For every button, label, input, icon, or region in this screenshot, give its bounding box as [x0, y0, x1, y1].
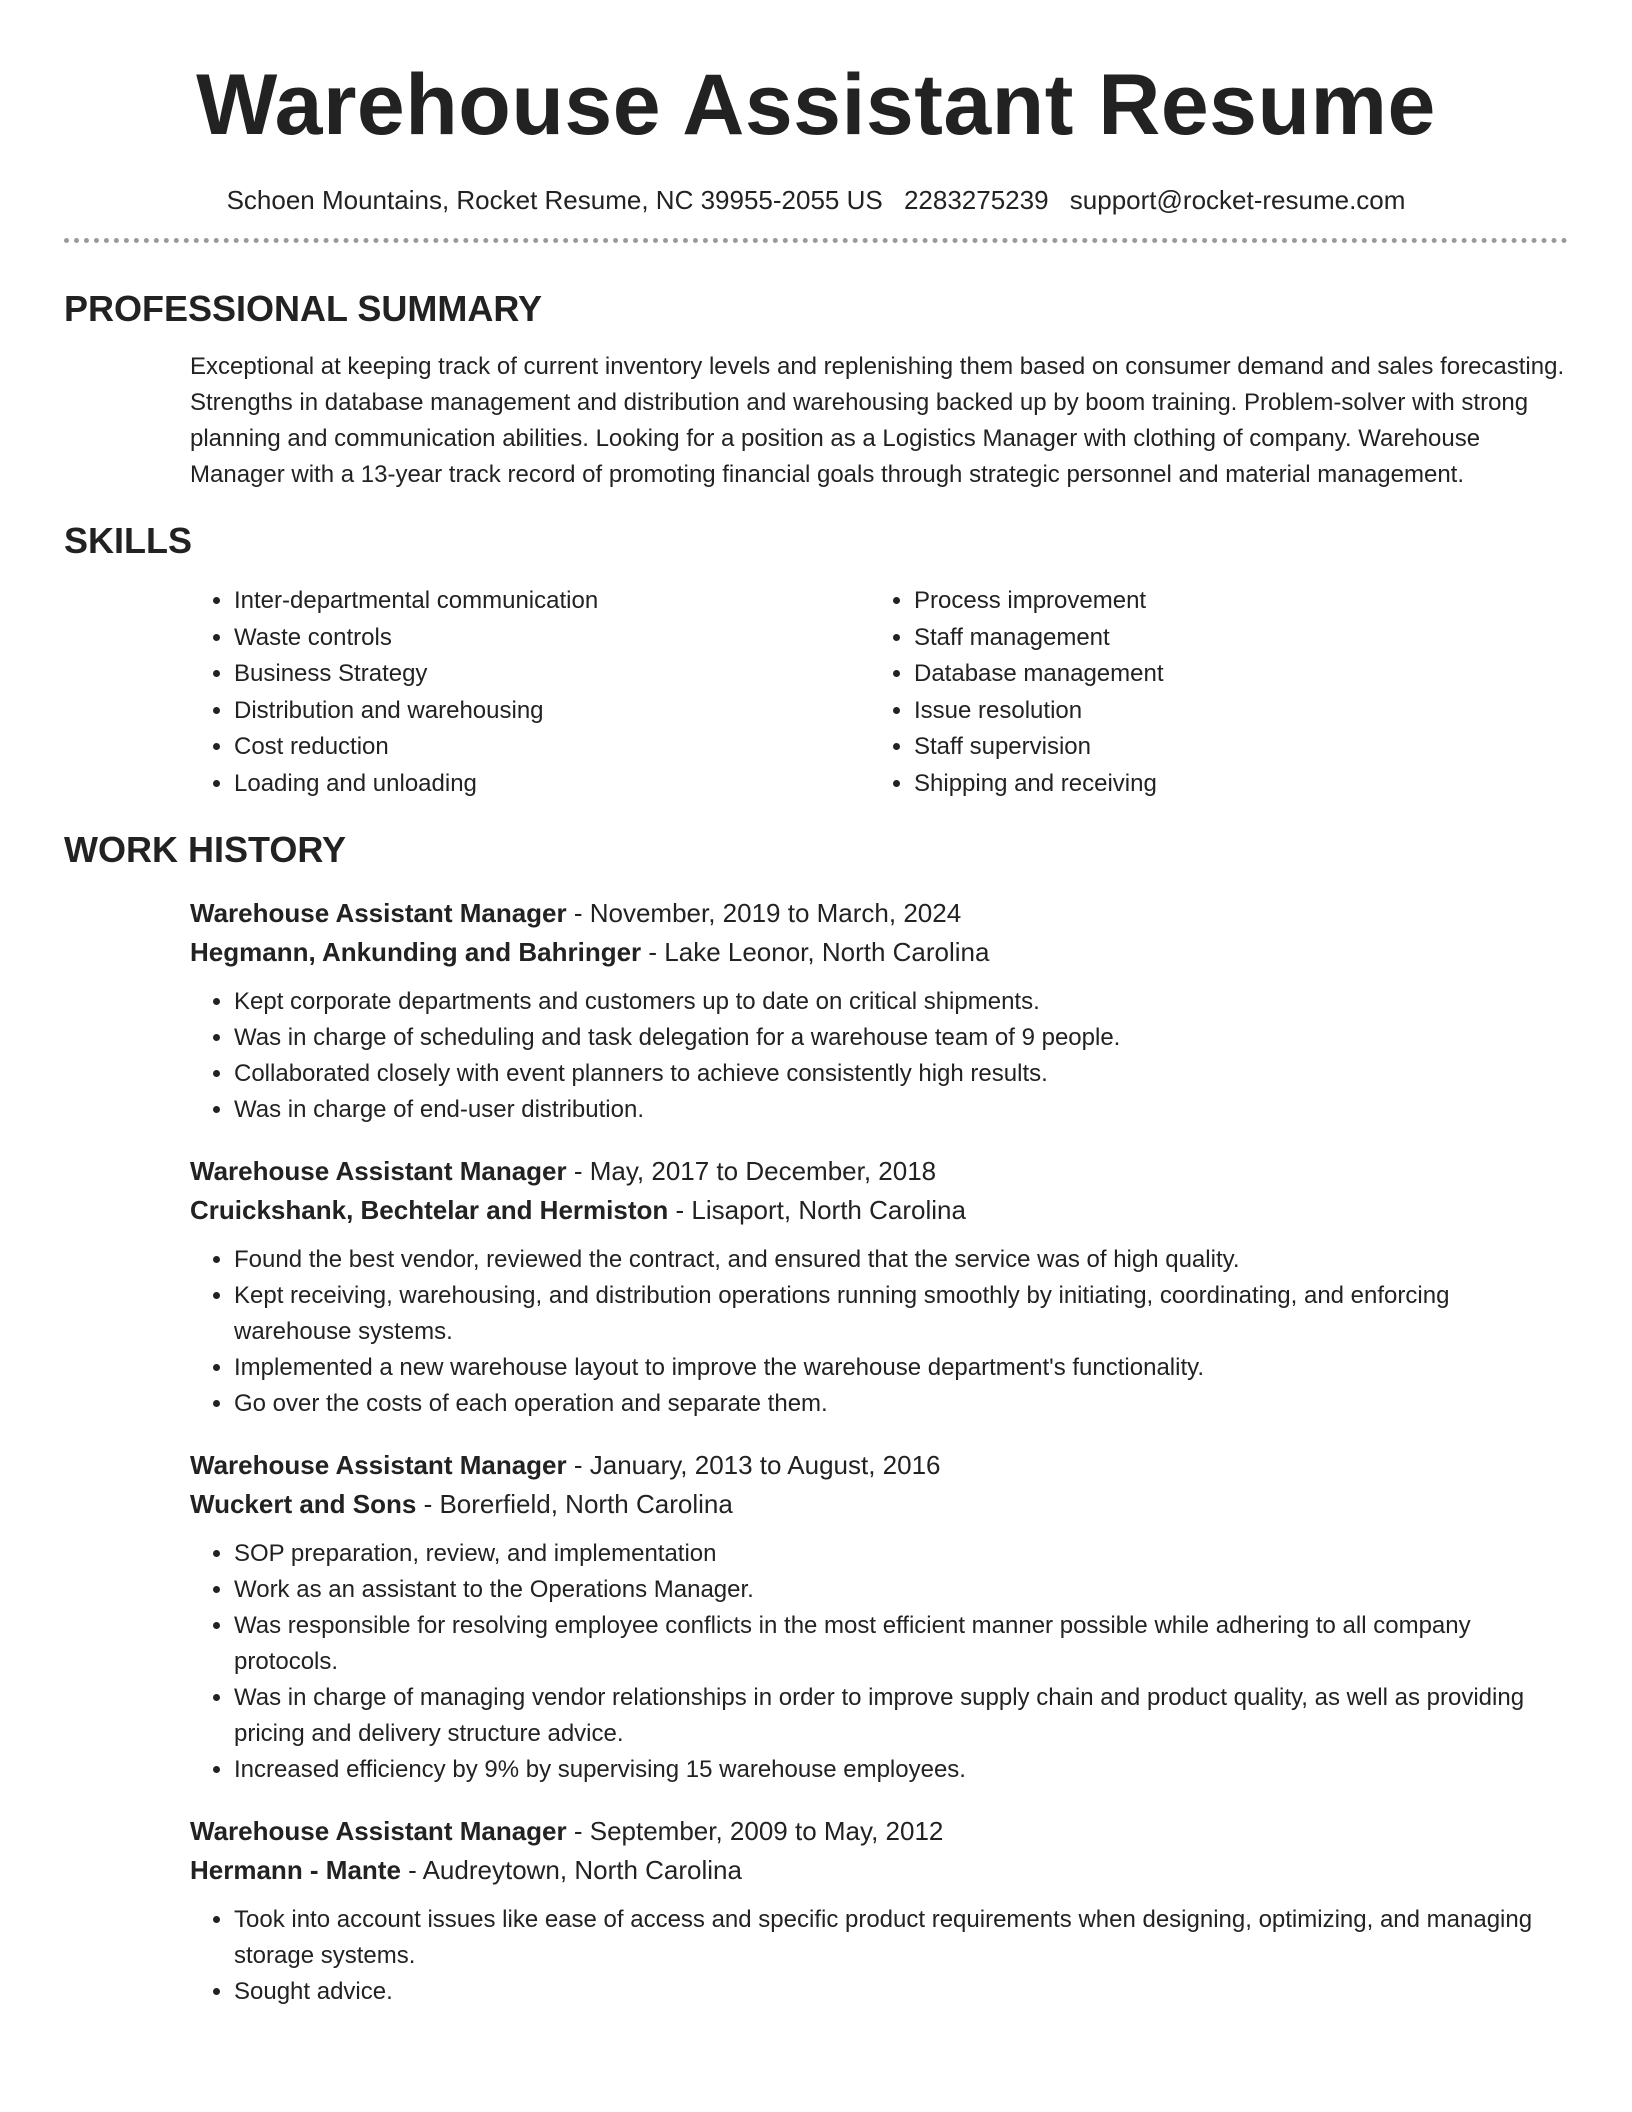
job-bullet: • Was in charge of managing vendor relationships in order to improve supply chain and product quality, as well as providing pricing and delivery structure advice.: [234, 1680, 1568, 1752]
job-bullet: • Kept corporate departments and customers up to date on critical shipments.: [234, 984, 1568, 1020]
job-bullets: [190, 1242, 1568, 1422]
contact-email: support@rocket-resume.com: [1069, 185, 1406, 215]
skills-list: [190, 583, 1568, 802]
resume-title: Warehouse Assistant Resume: [196, 57, 1436, 153]
job-company: Hermann - Mante: [190, 1854, 401, 1885]
job-title: Warehouse Assistant Manager: [190, 1450, 567, 1480]
job-entry: [190, 1152, 1568, 1422]
job-bullet: • SOP preparation, review, and implementation: [234, 1536, 1568, 1572]
summary-text: Exceptional at keeping track of current inventory levels and replenishing them based on consumer demand and sales forecasting. Strengths in database management and distribution and warehousing backed up by boom training. Problem-solver with strong planning and communication abilities. Looking for a position as a Logistics Manager with clothing of company. Warehouse Manager with a 13-year track record of promoting financial goals through strategic personnel and material management.: [190, 353, 1565, 488]
skill-item: • Staff supervision: [914, 729, 1550, 766]
job-entry: [190, 1446, 1568, 1788]
job-bullets: [190, 1536, 1568, 1788]
job-company: Wuckert and Sons: [190, 1488, 417, 1519]
skill-item: • Shipping and receiving: [914, 766, 1550, 803]
section-heading-summary: PROFESSIONAL SUMMARY: [64, 288, 543, 329]
job-title-line: [190, 1812, 1568, 1851]
skill-item: • Database management: [914, 656, 1550, 693]
job-location: - Lisaport, North Carolina: [668, 1194, 966, 1225]
job-bullet: • Was in charge of scheduling and task delegation for a warehouse team of 9 people.: [234, 1020, 1568, 1056]
skill-item: • Inter-departmental communication: [234, 583, 870, 620]
skill-item: • Process improvement: [914, 583, 1550, 620]
job-dates: - September, 2009 to May, 2012: [566, 1816, 944, 1846]
skills-column-left: [190, 583, 870, 802]
job-bullet: • Kept receiving, warehousing, and distribution operations running smoothly by initiating, coordinating, and enforcing warehouse systems.: [234, 1278, 1568, 1350]
job-dates: - November, 2019 to March, 2024: [566, 898, 962, 928]
job-location: - Audreytown, North Carolina: [400, 1854, 742, 1885]
skills-column-right: [870, 583, 1550, 802]
contact-phone: 2283275239: [903, 185, 1049, 215]
job-bullet: • Work as an assistant to the Operations Manager.: [234, 1572, 1568, 1608]
job-bullet: • Took into account issues like ease of access and specific product requirements when designing, optimizing, and managing storage systems.: [234, 1902, 1568, 1974]
job-entry: [190, 894, 1568, 1128]
job-bullet: • Was in charge of end-user distribution.: [234, 1092, 1568, 1128]
header-divider: [64, 238, 1568, 243]
job-company-line: [190, 1191, 1568, 1230]
job-company: Hegmann, Ankunding and Bahringer: [190, 936, 642, 967]
job-bullets: [190, 984, 1568, 1128]
job-company-line: [190, 1851, 1568, 1890]
skill-item: • Issue resolution: [914, 693, 1550, 730]
skill-item: • Distribution and warehousing: [234, 693, 870, 730]
job-entry: [190, 1812, 1568, 2010]
skill-item: • Loading and unloading: [234, 766, 870, 803]
job-company-line: [190, 1485, 1568, 1524]
section-heading-skills: SKILLS: [64, 520, 193, 561]
contact-line: [64, 183, 1568, 217]
job-bullets: [190, 1902, 1568, 2010]
job-bullet: • Found the best vendor, reviewed the contract, and ensured that the service was of high quality.: [234, 1242, 1568, 1278]
job-bullet: • Was responsible for resolving employee conflicts in the most efficient manner possible while adhering to all company protocols.: [234, 1608, 1568, 1680]
job-title: Warehouse Assistant Manager: [190, 1816, 567, 1846]
contact-address: Schoen Mountains, Rocket Resume, NC 39955-2055 US: [226, 185, 883, 215]
job-title-line: [190, 1446, 1568, 1485]
job-title-line: [190, 894, 1568, 933]
skill-item: • Waste controls: [234, 620, 870, 657]
job-bullet: • Collaborated closely with event planners to achieve consistently high results.: [234, 1056, 1568, 1092]
job-dates: - January, 2013 to August, 2016: [566, 1450, 941, 1480]
job-company: Cruickshank, Bechtelar and Hermiston: [190, 1194, 669, 1225]
skill-item: • Business Strategy: [234, 656, 870, 693]
job-location: - Borerfield, North Carolina: [416, 1488, 733, 1519]
job-title: Warehouse Assistant Manager: [190, 1156, 567, 1186]
section-heading-work-history: WORK HISTORY: [64, 829, 347, 870]
skill-item: • Staff management: [914, 620, 1550, 657]
job-bullet: • Go over the costs of each operation and separate them.: [234, 1386, 1568, 1422]
job-bullet: • Implemented a new warehouse layout to improve the warehouse department's functionality.: [234, 1350, 1568, 1386]
job-company-line: [190, 933, 1568, 972]
job-dates: - May, 2017 to December, 2018: [566, 1156, 937, 1186]
job-title: Warehouse Assistant Manager: [190, 898, 567, 928]
skill-item: • Cost reduction: [234, 729, 870, 766]
job-bullet: • Increased efficiency by 9% by supervising 15 warehouse employees.: [234, 1752, 1568, 1788]
job-bullet: • Sought advice.: [234, 1974, 1568, 2010]
job-title-line: [190, 1152, 1568, 1191]
job-location: - Lake Leonor, North Carolina: [641, 936, 990, 967]
